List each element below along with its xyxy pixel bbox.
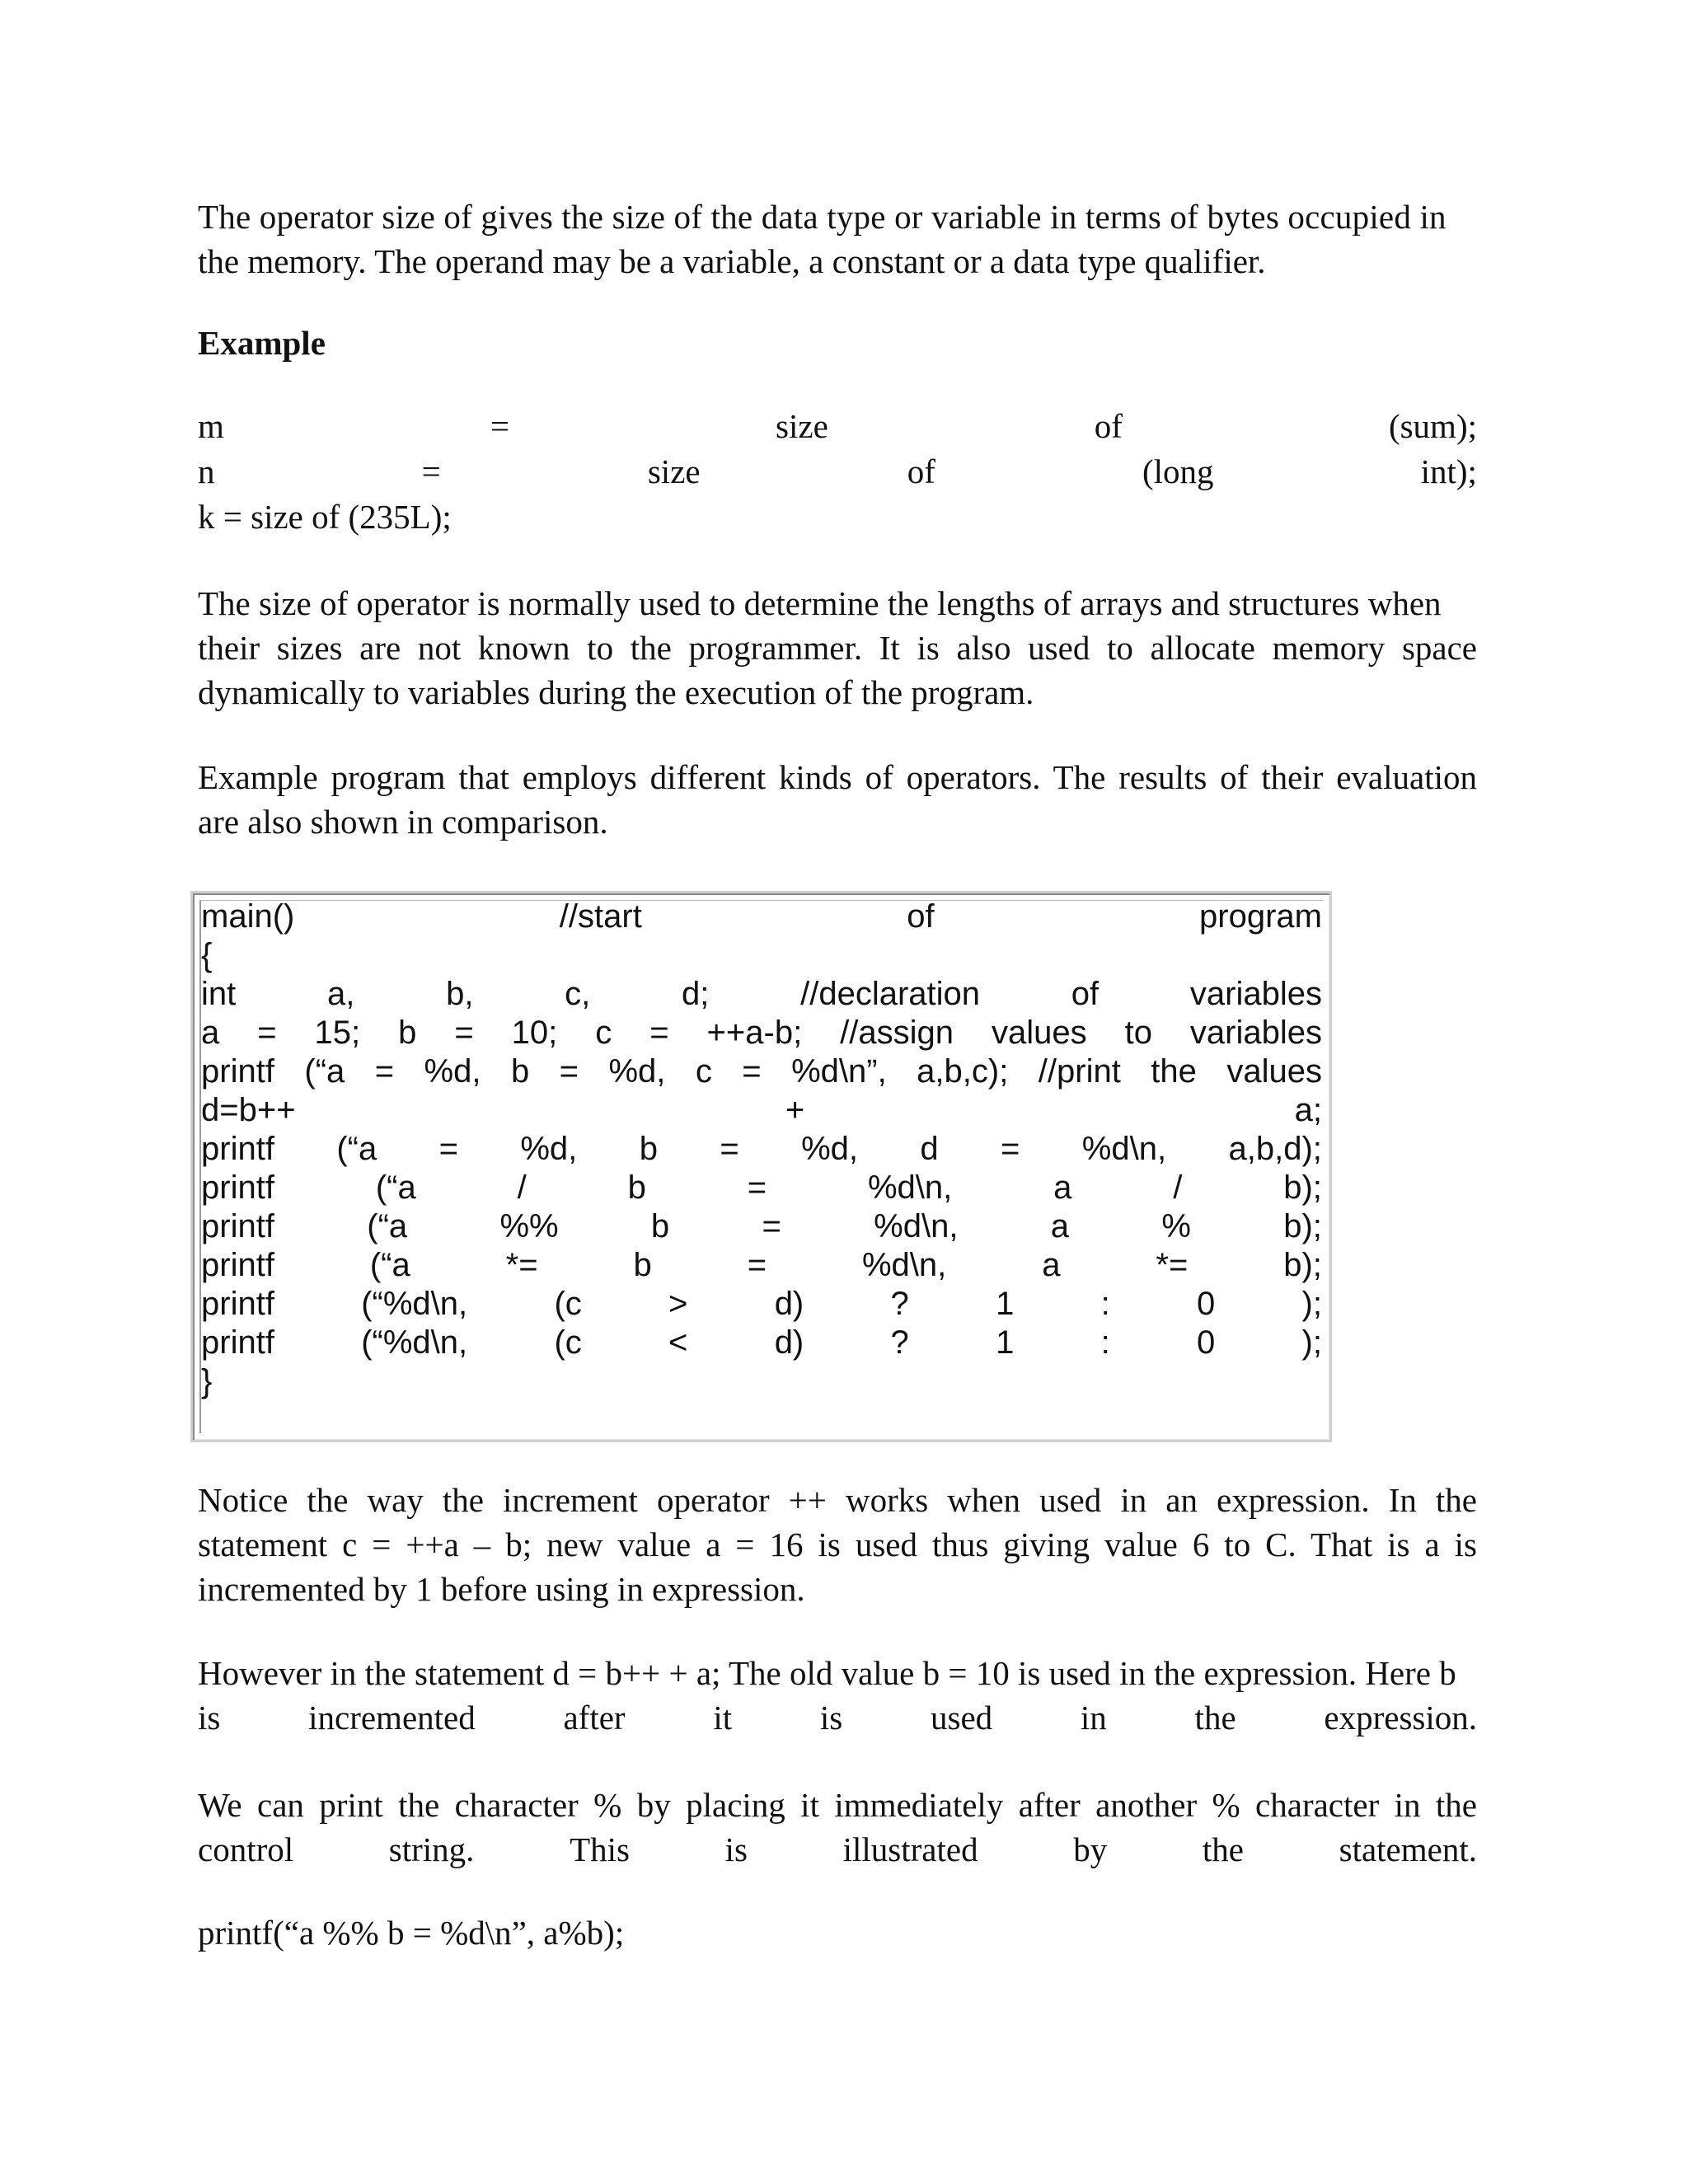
sizeof-usage-paragraph xyxy=(198,581,1477,715)
text-line xyxy=(198,1478,1477,1522)
code-line-4 xyxy=(201,1014,1322,1052)
token: int); xyxy=(1420,452,1477,490)
token: = xyxy=(490,407,510,445)
code-line-13: } xyxy=(201,1363,213,1399)
text-line xyxy=(198,194,1477,239)
token: b xyxy=(639,1131,658,1167)
token: ? xyxy=(890,1324,909,1361)
token: 0 xyxy=(1197,1324,1216,1361)
token: d=b++ xyxy=(201,1092,296,1128)
token: 1 xyxy=(996,1324,1015,1361)
token: a, xyxy=(326,976,355,1012)
token: d) xyxy=(774,1324,804,1361)
token: is xyxy=(724,1830,748,1868)
text-line xyxy=(198,1522,1477,1567)
token: b, xyxy=(446,976,474,1012)
token: of xyxy=(907,898,935,935)
token: b xyxy=(510,1053,530,1090)
code-line-10 xyxy=(201,1246,1322,1285)
text-line: incremented by 1 before using in expression. xyxy=(198,1570,805,1608)
token: %d\n, xyxy=(867,1169,953,1206)
token: a xyxy=(1042,1247,1061,1283)
token: = xyxy=(257,1015,277,1051)
token: ? xyxy=(890,1286,909,1322)
justified-text: We can print the character % by placing it immediately after another % character in the xyxy=(198,1786,1477,1824)
token: (c xyxy=(554,1286,582,1322)
text-line xyxy=(198,1827,1477,1872)
token: n xyxy=(198,452,215,490)
token: (“a xyxy=(336,1131,377,1167)
token: it xyxy=(713,1699,733,1736)
example-program-intro xyxy=(198,755,1477,844)
token: = xyxy=(374,1053,395,1090)
example-heading: Example xyxy=(198,324,326,362)
token: of xyxy=(1094,407,1123,445)
code-line-6 xyxy=(201,1091,1322,1130)
justified-text: their sizes are not known to the programmer. It is also used to allocate memory space xyxy=(198,629,1477,667)
token: m xyxy=(198,407,224,445)
token: is xyxy=(198,1699,221,1736)
token: d) xyxy=(774,1286,804,1322)
sizeof-example-m xyxy=(198,404,1477,448)
justified-text: statement c = ++a – b; new value a = 16 is used thus giving value 6 to C. That is a is xyxy=(198,1526,1477,1563)
token: d; xyxy=(682,976,710,1012)
token: c xyxy=(595,1015,612,1051)
token: a xyxy=(1050,1208,1069,1244)
token: 15; xyxy=(314,1015,361,1051)
token: + xyxy=(785,1092,805,1128)
token: c, xyxy=(565,976,591,1012)
code-line-7 xyxy=(201,1130,1322,1169)
token: = xyxy=(559,1053,579,1090)
token: (“a xyxy=(367,1208,408,1244)
token: %d\n, xyxy=(874,1208,959,1244)
text-line xyxy=(198,1695,1477,1740)
token: string. xyxy=(388,1830,475,1868)
text-line xyxy=(198,581,1477,626)
token: = xyxy=(747,1169,767,1206)
text-line xyxy=(198,626,1477,670)
token: by xyxy=(1073,1830,1108,1868)
token: 10; xyxy=(511,1015,558,1051)
token: of xyxy=(1071,976,1100,1012)
token: program xyxy=(1199,898,1322,935)
token: variables xyxy=(1189,976,1322,1012)
token: size xyxy=(776,407,828,445)
intro-line-1: The operator size of gives the size of the data type or variable in terms of bytes occupied in xyxy=(198,198,1447,236)
justified-text: Notice the way the increment operator ++ works when used in an expression. In the xyxy=(198,1481,1477,1519)
token: 1 xyxy=(996,1286,1015,1322)
token: b); xyxy=(1283,1247,1322,1283)
token: (“%d\n, xyxy=(361,1286,468,1322)
text-line: However in the statement d = b++ + a; The old value b = 10 is used in the expression. Here b xyxy=(198,1654,1456,1692)
token: (“a xyxy=(369,1247,410,1283)
token: used xyxy=(930,1699,993,1736)
token: illustrated xyxy=(842,1830,978,1868)
token: main() xyxy=(201,898,295,935)
token: printf xyxy=(201,1208,274,1244)
justified-text: Example program that employs different kinds of operators. The results of their evaluation xyxy=(198,758,1477,796)
code-line-11 xyxy=(201,1285,1322,1324)
final-printf-example: printf(“a %% b = %d\n”, a%b); xyxy=(198,1914,625,1952)
token: %d\n, xyxy=(1081,1131,1167,1167)
token: %d\n”, xyxy=(791,1053,887,1090)
token: expression. xyxy=(1324,1699,1477,1736)
token: ); xyxy=(1301,1286,1322,1322)
token: //assign xyxy=(840,1015,954,1051)
code-line-5 xyxy=(201,1052,1322,1091)
token: b xyxy=(627,1169,646,1206)
token: %d, xyxy=(520,1131,578,1167)
token: : xyxy=(1100,1324,1110,1361)
token: (“a xyxy=(375,1169,416,1206)
token: %d, xyxy=(801,1131,859,1167)
token: (c xyxy=(554,1324,582,1361)
text-line xyxy=(198,1783,1477,1827)
token: (sum); xyxy=(1388,407,1477,445)
token: the xyxy=(1194,1699,1236,1736)
token: = xyxy=(742,1053,762,1090)
token: the xyxy=(1151,1053,1197,1090)
token: size xyxy=(647,452,701,490)
code-line-12 xyxy=(201,1324,1322,1362)
token: %d, xyxy=(424,1053,481,1090)
token: the xyxy=(1202,1830,1244,1868)
token: = xyxy=(747,1247,767,1283)
token: a,b,c); xyxy=(917,1053,1009,1090)
token: d xyxy=(920,1131,939,1167)
sizeof-example-k: k = size of (235L); xyxy=(198,498,452,536)
code-listing-box xyxy=(190,891,1332,1442)
token: to xyxy=(1124,1015,1152,1051)
token: in xyxy=(1080,1699,1107,1736)
token: statement. xyxy=(1339,1830,1477,1868)
token: (“%d\n, xyxy=(361,1324,468,1361)
intro-paragraph xyxy=(198,194,1477,284)
text-line: are also shown in comparison. xyxy=(198,803,608,841)
token: = xyxy=(454,1015,474,1051)
token: 0 xyxy=(1197,1286,1216,1322)
token: incremented xyxy=(308,1699,476,1736)
token: a xyxy=(201,1015,220,1051)
token: %d\n, xyxy=(861,1247,947,1283)
code-line-3 xyxy=(201,975,1322,1014)
token: %d, xyxy=(608,1053,666,1090)
token: = xyxy=(649,1015,669,1051)
token: > xyxy=(668,1286,688,1322)
code-line-9 xyxy=(201,1207,1322,1246)
text-line xyxy=(198,755,1477,799)
token: / xyxy=(517,1169,527,1206)
token: //declaration xyxy=(800,976,981,1012)
token: b xyxy=(650,1208,670,1244)
text-line: dynamically to variables during the execution of the program. xyxy=(198,673,1034,711)
token: < xyxy=(668,1324,688,1361)
token: values xyxy=(992,1015,1087,1051)
token: control xyxy=(198,1830,294,1868)
token: int xyxy=(201,976,237,1012)
sizeof-example-n xyxy=(198,449,1477,494)
token: printf xyxy=(201,1324,274,1361)
token: ); xyxy=(1301,1324,1322,1361)
token: of xyxy=(907,452,935,490)
token: c xyxy=(695,1053,712,1090)
token: a,b,d); xyxy=(1228,1131,1322,1167)
token: b xyxy=(633,1247,652,1283)
token: : xyxy=(1100,1286,1110,1322)
token: = xyxy=(762,1208,781,1244)
token: a; xyxy=(1294,1092,1322,1128)
token: This xyxy=(570,1830,630,1868)
code-line-2: { xyxy=(201,937,213,973)
token: *= xyxy=(505,1247,538,1283)
token: (long xyxy=(1142,452,1214,490)
token: = xyxy=(1001,1131,1020,1167)
token: values xyxy=(1226,1053,1322,1090)
para2-line-1: The size of operator is normally used to determine the lengths of arrays and structures when xyxy=(198,584,1442,622)
token: variables xyxy=(1189,1015,1322,1051)
token: b xyxy=(398,1015,417,1051)
code-line-8 xyxy=(201,1169,1322,1207)
token: a xyxy=(1053,1169,1072,1206)
token: % xyxy=(1161,1208,1191,1244)
token: = xyxy=(438,1131,458,1167)
token: printf xyxy=(201,1169,274,1206)
token: after xyxy=(563,1699,626,1736)
token: printf xyxy=(201,1131,274,1167)
token: *= xyxy=(1156,1247,1189,1283)
percent-character-explanation xyxy=(198,1783,1477,1872)
token: (“a xyxy=(304,1053,345,1090)
token: b); xyxy=(1283,1169,1322,1206)
token: b); xyxy=(1283,1208,1322,1244)
post-increment-explanation xyxy=(198,1651,1477,1740)
token: %% xyxy=(499,1208,559,1244)
increment-explanation xyxy=(198,1478,1477,1611)
token: //print xyxy=(1038,1053,1121,1090)
token: = xyxy=(720,1131,739,1167)
token: //start xyxy=(559,898,642,935)
token: ++a-b; xyxy=(706,1015,803,1051)
token: printf xyxy=(201,1286,274,1322)
text-line: the memory. The operand may be a variable, a constant or a data type qualifier. xyxy=(198,242,1266,280)
token: = xyxy=(421,452,441,490)
token: is xyxy=(819,1699,843,1736)
token: printf xyxy=(201,1247,274,1283)
token: / xyxy=(1173,1169,1183,1206)
code-line-1 xyxy=(201,898,1322,936)
token: printf xyxy=(201,1053,274,1090)
